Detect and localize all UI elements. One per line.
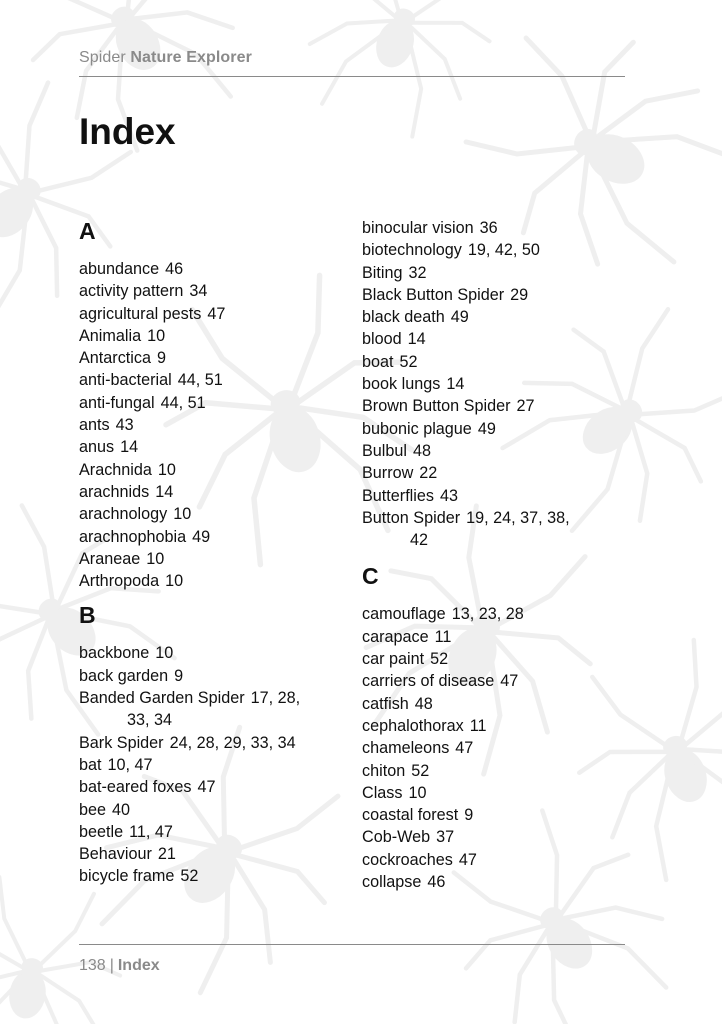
index-column-right <box>362 217 632 893</box>
index-term: book lungs <box>362 375 441 394</box>
index-entry <box>79 865 349 887</box>
index-entry <box>362 648 632 670</box>
index-term: Arachnida <box>79 460 152 479</box>
index-term: anti-fungal <box>79 393 155 412</box>
index-pages: 10 <box>155 644 174 663</box>
index-term: Class <box>362 783 403 802</box>
index-pages: 37 <box>436 828 455 847</box>
index-term: biotechnology <box>362 241 462 260</box>
index-entry <box>79 369 349 391</box>
section-c-entries <box>362 603 632 893</box>
index-entry <box>79 258 349 280</box>
index-term: Behaviour <box>79 845 152 864</box>
index-entry <box>79 526 349 548</box>
index-entry <box>79 665 349 687</box>
index-term: carriers of disease <box>362 672 495 691</box>
index-term: Banded Garden Spider <box>79 689 245 708</box>
index-entry <box>79 799 349 821</box>
index-entry <box>79 732 349 754</box>
index-term: arachnophobia <box>79 527 187 546</box>
header-rule <box>79 76 625 77</box>
index-entry <box>79 414 349 436</box>
index-entry <box>362 239 632 261</box>
index-pages: 52 <box>399 352 418 371</box>
index-term: Cob-Web <box>362 828 431 847</box>
index-term: ants <box>79 416 110 435</box>
index-pages: 29 <box>510 285 529 304</box>
index-pages: 9 <box>174 666 184 685</box>
index-entry <box>79 687 349 709</box>
index-term: abundance <box>79 260 160 278</box>
index-pages: 43 <box>439 486 458 505</box>
index-entry <box>79 325 349 347</box>
index-term: Button Spider <box>362 508 461 527</box>
index-entry <box>79 570 349 592</box>
index-term: chameleons <box>362 739 450 758</box>
index-pages: 48 <box>413 441 432 460</box>
index-entry <box>362 328 632 350</box>
section-letter-b: B <box>79 602 96 629</box>
index-entry <box>362 603 632 625</box>
index-entry <box>79 821 349 843</box>
index-pages: 47 <box>197 778 216 797</box>
index-entry <box>79 642 349 664</box>
index-pages: 47 <box>455 739 474 758</box>
book-title: Nature Explorer <box>130 49 252 66</box>
index-pages: 24, 28, 29, 33, 34 <box>169 733 296 752</box>
index-term: Butterflies <box>362 486 434 505</box>
index-pages: 49 <box>450 308 469 327</box>
index-term: Bulbul <box>362 441 407 460</box>
index-term: bat-eared foxes <box>79 778 192 797</box>
index-entry <box>362 715 632 737</box>
index-term: Burrow <box>362 464 414 483</box>
index-entry <box>362 693 632 715</box>
index-entry <box>362 395 632 417</box>
index-entry <box>362 826 632 848</box>
index-entry <box>79 303 349 325</box>
index-term: blood <box>362 330 402 349</box>
index-entry <box>362 462 632 484</box>
index-pages: 40 <box>112 800 131 819</box>
index-term: Bark Spider <box>79 733 164 752</box>
index-entry <box>79 843 349 865</box>
index-pages: 9 <box>464 806 474 825</box>
index-pages: 47 <box>500 672 519 691</box>
index-pages: 19, 24, 37, 38, <box>466 508 570 527</box>
index-term: boat <box>362 352 394 371</box>
index-entry <box>362 418 632 440</box>
index-entry <box>362 262 632 284</box>
index-entry <box>362 507 632 529</box>
index-term: carapace <box>362 627 429 646</box>
footer-rule <box>79 944 625 945</box>
index-pages-continuation: 33, 34 <box>127 711 173 730</box>
index-entry <box>362 373 632 395</box>
index-entry <box>362 306 632 328</box>
footer-section-title: Index <box>117 957 160 974</box>
index-pages: 32 <box>408 263 427 282</box>
index-term: bicycle frame <box>79 867 175 886</box>
index-pages: 10 <box>147 326 166 345</box>
index-term: bee <box>79 800 107 819</box>
index-term: beetle <box>79 822 124 841</box>
section-a-entries <box>79 258 349 592</box>
running-head <box>79 49 252 67</box>
index-entry <box>79 280 349 302</box>
index-term: binocular vision <box>362 219 474 237</box>
index-entry <box>362 760 632 782</box>
index-pages: 10, 47 <box>107 755 153 774</box>
index-term: catfish <box>362 694 409 713</box>
index-pages: 52 <box>180 867 199 886</box>
index-pages: 11 <box>434 627 452 646</box>
index-entry <box>362 804 632 826</box>
index-term: Araneae <box>79 549 141 568</box>
index-pages: 9 <box>156 349 166 368</box>
index-entry <box>362 782 632 804</box>
index-pages: 19, 42, 50 <box>467 241 540 260</box>
index-term: coastal forest <box>362 806 459 825</box>
index-entry <box>362 871 632 893</box>
index-pages-continuation: 42 <box>410 531 429 550</box>
index-term: arachnology <box>79 505 168 524</box>
index-term: car paint <box>362 650 425 669</box>
index-entry <box>362 626 632 648</box>
index-entry <box>79 436 349 458</box>
index-term: arachnids <box>79 482 150 501</box>
index-pages: 22 <box>419 464 438 483</box>
index-pages: 44, 51 <box>177 371 223 390</box>
section-b-entries <box>79 642 349 887</box>
index-pages: 10 <box>173 505 192 524</box>
index-entry <box>79 481 349 503</box>
index-entry <box>79 392 349 414</box>
index-pages: 14 <box>407 330 426 349</box>
index-term: Black Button Spider <box>362 285 505 304</box>
index-entry <box>362 670 632 692</box>
index-term: Brown Button Spider <box>362 397 511 416</box>
index-entry <box>79 754 349 776</box>
index-entry <box>362 217 632 239</box>
index-term: backbone <box>79 644 150 663</box>
index-entry <box>362 485 632 507</box>
index-term: chiton <box>362 761 406 780</box>
index-pages: 10 <box>165 572 184 591</box>
index-pages: 44, 51 <box>160 393 206 412</box>
index-pages: 52 <box>411 761 430 780</box>
index-entry <box>362 849 632 871</box>
index-term: anti-bacterial <box>79 371 172 390</box>
index-pages: 52 <box>430 650 449 669</box>
index-pages: 34 <box>189 282 208 301</box>
index-pages: 49 <box>477 419 496 438</box>
index-pages: 47 <box>207 304 226 323</box>
index-term: Antarctica <box>79 349 151 368</box>
index-term: black death <box>362 308 445 327</box>
index-pages: 10 <box>146 549 165 568</box>
index-pages: 10 <box>408 783 427 802</box>
index-entry <box>362 440 632 462</box>
index-pages: 27 <box>516 397 535 416</box>
index-term: camouflage <box>362 605 446 624</box>
index-column-left <box>79 216 349 888</box>
index-pages: 13, 23, 28 <box>451 605 524 624</box>
index-pages: 46 <box>427 873 446 892</box>
section-letter-c: C <box>362 563 379 590</box>
index-term: cephalothorax <box>362 716 464 735</box>
index-term: Biting <box>362 263 403 282</box>
index-term: Animalia <box>79 326 142 345</box>
section-b-entries-continued <box>362 217 632 551</box>
index-pages: 49 <box>192 527 211 546</box>
index-entry <box>79 347 349 369</box>
index-term: collapse <box>362 873 422 892</box>
index-entry <box>362 284 632 306</box>
index-pages: 43 <box>115 416 134 435</box>
index-entry <box>79 548 349 570</box>
page-number: 138 <box>79 957 106 974</box>
index-pages: 14 <box>120 438 139 457</box>
index-entry <box>79 503 349 525</box>
index-entry <box>362 351 632 373</box>
index-term: back garden <box>79 666 169 685</box>
index-pages: 10 <box>157 460 176 479</box>
index-entry <box>79 776 349 798</box>
index-pages: 21 <box>157 845 176 864</box>
index-pages: 48 <box>414 694 433 713</box>
series-name: Spider <box>79 49 126 66</box>
page-title: Index <box>79 111 176 152</box>
index-term: bat <box>79 755 102 774</box>
index-term: Arthropoda <box>79 572 160 591</box>
section-letter-a: A <box>79 218 96 244</box>
index-term: agricultural pests <box>79 304 202 323</box>
page-footer <box>79 957 160 975</box>
index-term: bubonic plague <box>362 419 472 438</box>
index-pages: 14 <box>155 482 174 501</box>
index-pages: 47 <box>458 850 477 869</box>
index-pages: 11, 47 <box>129 822 173 841</box>
index-term: cockroaches <box>362 850 453 869</box>
index-pages: 17, 28, <box>250 689 301 708</box>
index-term: anus <box>79 438 115 457</box>
index-pages: 14 <box>446 375 465 394</box>
index-pages: 46 <box>165 260 184 278</box>
index-term: activity pattern <box>79 282 184 301</box>
footer-separator: | <box>109 957 114 974</box>
index-pages: 11 <box>469 716 487 735</box>
index-entry <box>79 459 349 481</box>
index-pages: 36 <box>479 219 498 237</box>
index-entry <box>362 737 632 759</box>
